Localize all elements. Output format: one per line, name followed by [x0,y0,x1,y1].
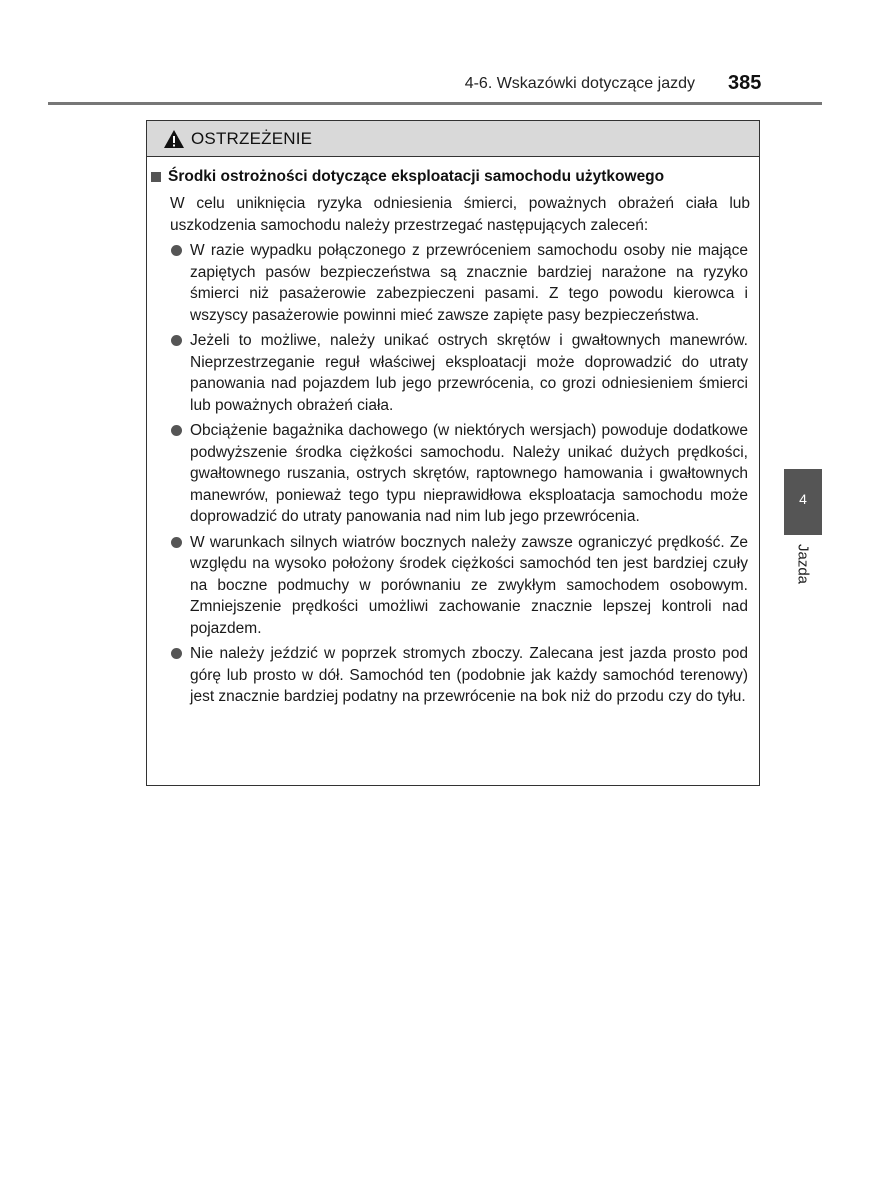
list-item-text: W razie wypadku połączonego z przewróceniem samochodu osoby nie mające zapiętych pasów bezpieczeństwa są znacznie bardziej narażone na ryzyko śmierci niż pasażerowie zabezpieczeni pasami. Z tego powodu kierowca i wszyscy pasażerowie powinni mieć zawsze zapięte pasy bezpieczeństwa. [190,242,748,324]
section-heading-text: Środki ostrożności dotyczące eksploatacji samochodu użytkowego [168,168,665,185]
page-number: 385 [728,72,762,94]
list-item [170,643,748,708]
list-item [170,420,748,528]
circle-bullet-icon [171,425,182,436]
circle-bullet-icon [171,648,182,659]
square-bullet-icon [151,172,161,182]
list-item-text: W warunkach silnych wiatrów bocznych należy zawsze ograniczyć prędkość. Ze względu na wysoko położony środek ciężkości samochód ten jest bardziej czuły na boczne podmuchy w porównaniu ze zwykłym samochodem osobowym. Zmniejszenie prędkości umożliwi zachowanie znacznie lepszej kontroli nad pojazdem. [190,533,748,637]
list-item-text: Obciążenie bagażnika dachowego (w niektórych wersjach) powoduje dodatkowe podwyższenie środka ciężkości samochodu. Należy unikać dużych prędkości, gwałtownego ruszania, ostrych skrętów, raptownego hamowania i gwałtownych manewrów, ponieważ tego typu nieprawidłowa eksploatacja samochodu może doprowadzić do utraty panowania nad nim lub jego przewrócenia. [190,422,748,525]
header-rule [48,102,822,105]
list-item [170,532,748,640]
header-section-title: 4-6. Wskazówki dotyczące jazdy [464,75,695,92]
warning-list [170,240,748,712]
list-item [170,240,748,326]
chapter-tab[interactable]: 4 [784,469,822,535]
circle-bullet-icon [171,245,182,256]
list-item [170,330,748,416]
warning-title: OSTRZEŻENIE [191,128,313,148]
list-item-text: Jeżeli to możliwe, należy unikać ostrych skrętów i gwałtownych manewrów. Nieprzestrzeganie reguł właściwej eksploatacji może doprowadzić do utraty panowania nad pojazdem lub jego przewrócenia, co grozi odniesieniem śmierci lub poważnych obrażeń ciała. [190,332,748,414]
circle-bullet-icon [171,537,182,548]
intro-paragraph: W celu uniknięcia ryzyka odniesienia śmierci, poważnych obrażeń ciała lub uszkodzenia samochodu należy przestrzegać następujących zaleceń: [170,195,750,234]
chapter-label: Jazda [794,544,812,585]
section-heading [151,168,664,186]
warning-header [147,121,759,157]
warning-triangle-icon [163,129,185,149]
circle-bullet-icon [171,335,182,346]
list-item-text: Nie należy jeździć w poprzek stromych zboczy. Zalecana jest jazda prosto pod górę lub prosto w dół. Samochód ten (podobnie jak każdy samochód terenowy) jest znacznie bardziej podatny na przewrócenie na bok niż do przodu czy do tyłu. [190,645,748,705]
warning-box [146,120,760,786]
